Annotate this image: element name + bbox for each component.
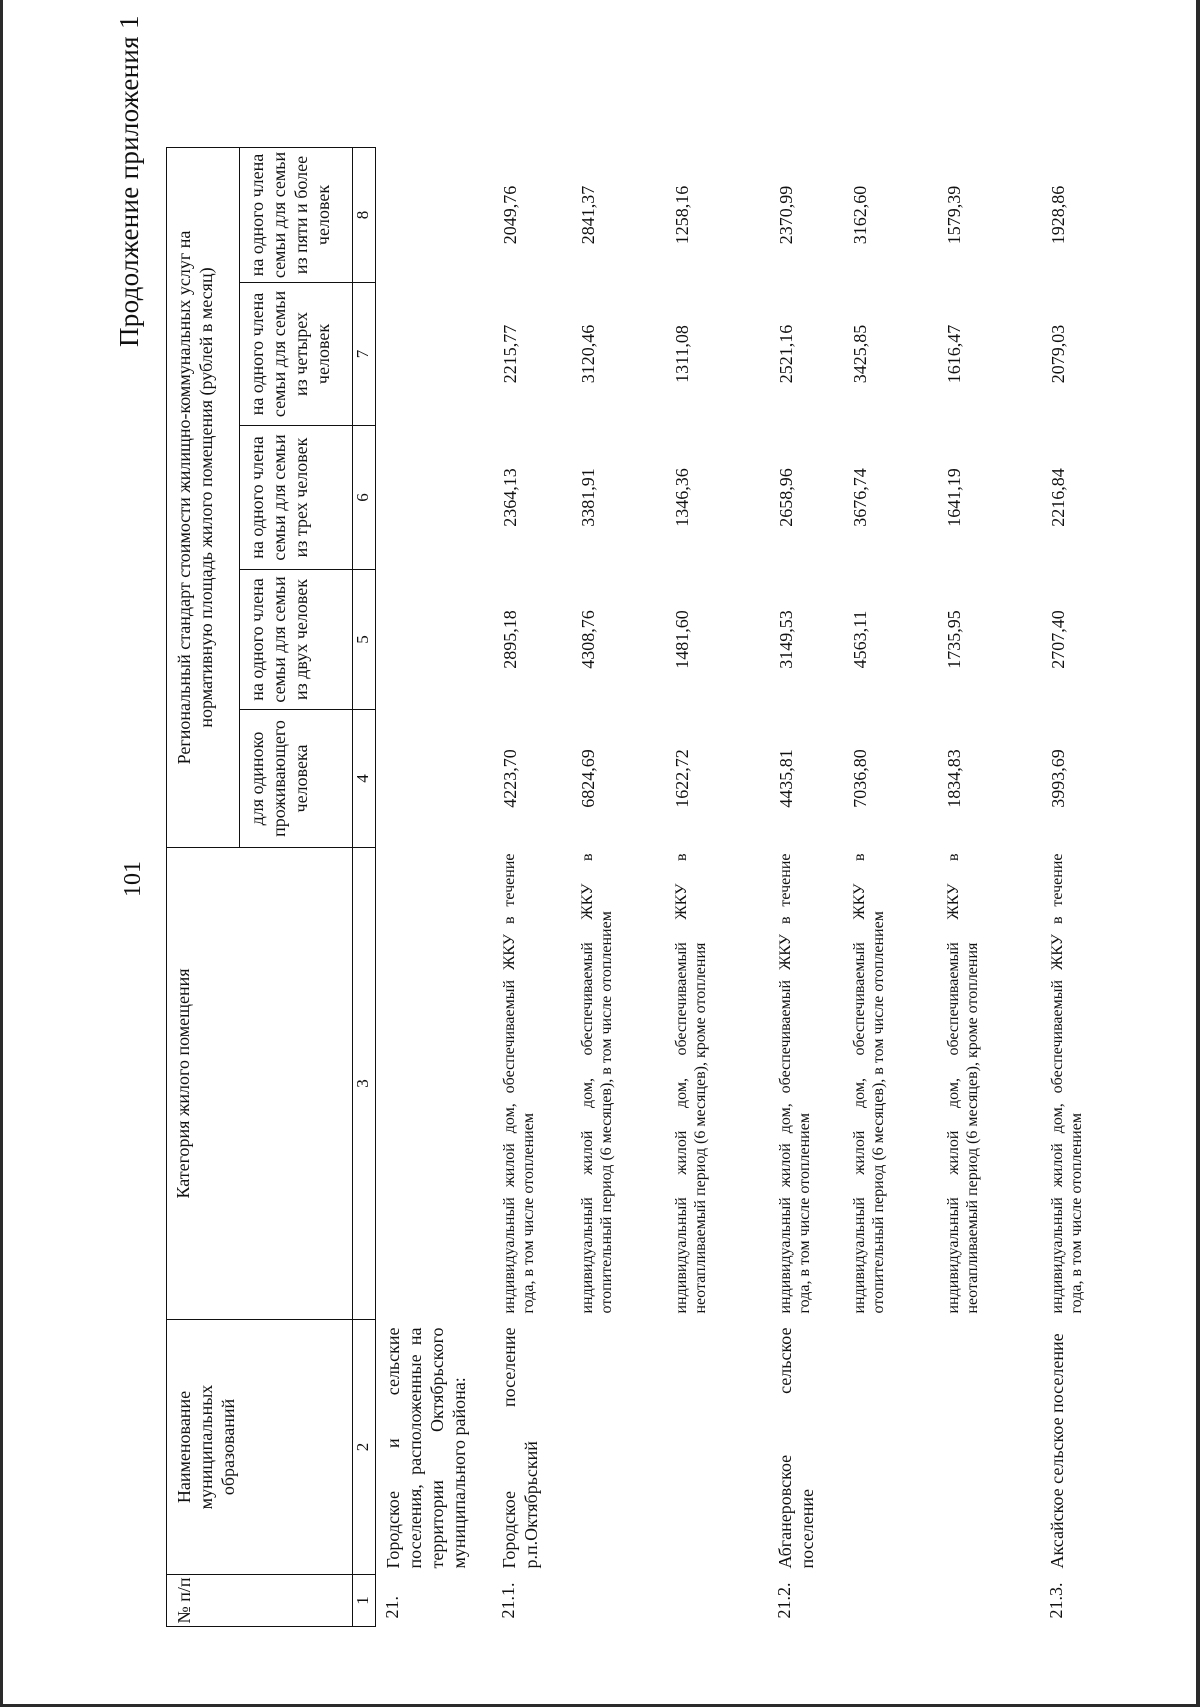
- value-family-2: 4563,11: [850, 610, 870, 669]
- header-family-5: на одного члена семьи для семьи из пяти и более человек: [240, 148, 353, 283]
- column-number: 4: [353, 710, 376, 848]
- housing-category: индивидуальный жилой дом, обеспечиваемый ЖКУ в неотапливаемый период (6 месяцев), кроме отопления: [673, 853, 709, 1314]
- table-row: [492, 38, 570, 1627]
- page-number: 101: [120, 861, 146, 897]
- header-single: для одиноко проживающего человека: [240, 710, 353, 848]
- column-number: 7: [353, 283, 376, 426]
- housing-category: индивидуальный жилой дом, обеспечиваемый ЖКУ в течение года, в том числе отоплением: [501, 853, 537, 1314]
- value-family-3: 1641,19: [944, 468, 964, 527]
- value-single: 6824,69: [578, 749, 598, 808]
- value-family-5: 1258,16: [672, 185, 692, 245]
- value-family-2: 1481,60: [672, 610, 692, 669]
- value-family-4: 2079,03: [1048, 324, 1068, 384]
- housing-category: индивидуальный жилой дом, обеспечиваемый ЖКУ в течение года, в том числе отоплением: [777, 853, 813, 1314]
- value-single: 7036,80: [850, 749, 870, 808]
- column-number: 1: [353, 1575, 376, 1627]
- value-family-3: 3676,74: [850, 468, 870, 527]
- value-family-2: 1735,95: [944, 610, 964, 669]
- header-municipality: Наименование муниципальных образований: [167, 1320, 353, 1575]
- value-family-3: 2658,96: [776, 468, 796, 527]
- header-standard-group: Региональный стандарт стоимости жилищно-коммунальных услуг на нормативную площадь жилого помещения (рублей в месяц): [167, 148, 240, 848]
- value-family-2: 3149,53: [776, 610, 796, 669]
- value-family-5: 2841,37: [578, 185, 598, 245]
- municipality-name: Городское поселение р.п.Октябрьский: [499, 1327, 541, 1569]
- value-family-3: 1346,36: [672, 468, 692, 527]
- column-number: 6: [353, 426, 376, 570]
- value-family-4: 1616,47: [944, 324, 964, 384]
- value-single: 3993,69: [1048, 749, 1068, 808]
- row-number: 21.1.: [498, 1582, 518, 1619]
- value-family-4: 2521,16: [776, 324, 796, 384]
- value-family-4: 2215,77: [500, 324, 520, 384]
- header-row-top: [167, 38, 240, 1627]
- value-family-5: 2370,99: [776, 185, 796, 245]
- continuation-title: Продолжение приложения 1: [114, 15, 144, 347]
- header-family-4: на одного члена семьи для семьи из четырех человек: [240, 283, 353, 426]
- section-title: Городское и сельские поселения, расположенные на территории Октябрьского муниципального района:: [383, 1327, 469, 1569]
- housing-category: индивидуальный жилой дом, обеспечиваемый ЖКУ в отопительный период (6 месяцев), в том числе отоплением: [851, 853, 887, 1314]
- column-number: 8: [353, 148, 376, 283]
- value-family-2: 2707,40: [1048, 610, 1068, 669]
- value-single: 1834,83: [944, 749, 964, 808]
- housing-category: индивидуальный жилой дом, обеспечиваемый ЖКУ в отопительный период (6 месяцев), в том числе отоплением: [579, 853, 615, 1314]
- value-family-4: 3120,46: [578, 324, 598, 384]
- value-single: 1622,72: [672, 749, 692, 808]
- header-number: № п/п: [167, 1575, 353, 1627]
- row-number: 21.3.: [1046, 1582, 1066, 1619]
- row-number: 21.2.: [774, 1582, 794, 1619]
- housing-category: индивидуальный жилой дом, обеспечиваемый ЖКУ в течение года, в том числе отоплением: [1049, 853, 1085, 1314]
- value-family-2: 2895,18: [500, 610, 520, 669]
- value-family-5: 1928,86: [1048, 185, 1068, 245]
- value-family-5: 2049,76: [500, 185, 520, 245]
- header-family-3: на одного члена семьи для семьи из трех человек: [240, 426, 353, 570]
- column-number-row: [353, 38, 376, 1627]
- value-family-4: 3425,85: [850, 324, 870, 384]
- municipality-name: Аксайское сельское поселение: [1047, 1333, 1067, 1569]
- housing-category: индивидуальный жилой дом, обеспечиваемый ЖКУ в неотапливаемый период (6 месяцев), кроме отопления: [945, 853, 981, 1314]
- value-family-3: 2216,84: [1048, 468, 1068, 527]
- value-family-5: 3162,60: [850, 185, 870, 245]
- value-single: 4435,81: [776, 749, 796, 808]
- value-family-3: 2364,13: [500, 468, 520, 527]
- municipality-name: Абганеровское сельское поселение: [775, 1327, 817, 1569]
- value-family-2: 4308,76: [578, 610, 598, 669]
- value-family-5: 1579,39: [944, 185, 964, 245]
- column-number: 3: [353, 848, 376, 1320]
- header-category: Категория жилого помещения: [167, 848, 353, 1320]
- tariff-table: [166, 38, 1108, 1628]
- section-number: 21.: [382, 1596, 402, 1619]
- header-family-2: на одного члена семьи для семьи из двух человек: [240, 570, 353, 710]
- value-family-4: 1311,08: [672, 325, 692, 383]
- table-row: [768, 38, 842, 1627]
- section-row: [376, 38, 493, 1627]
- column-number: 5: [353, 570, 376, 710]
- column-number: 2: [353, 1320, 376, 1575]
- value-single: 4223,70: [500, 749, 520, 808]
- table-row: [1040, 38, 1108, 1627]
- value-family-3: 3381,91: [578, 468, 598, 527]
